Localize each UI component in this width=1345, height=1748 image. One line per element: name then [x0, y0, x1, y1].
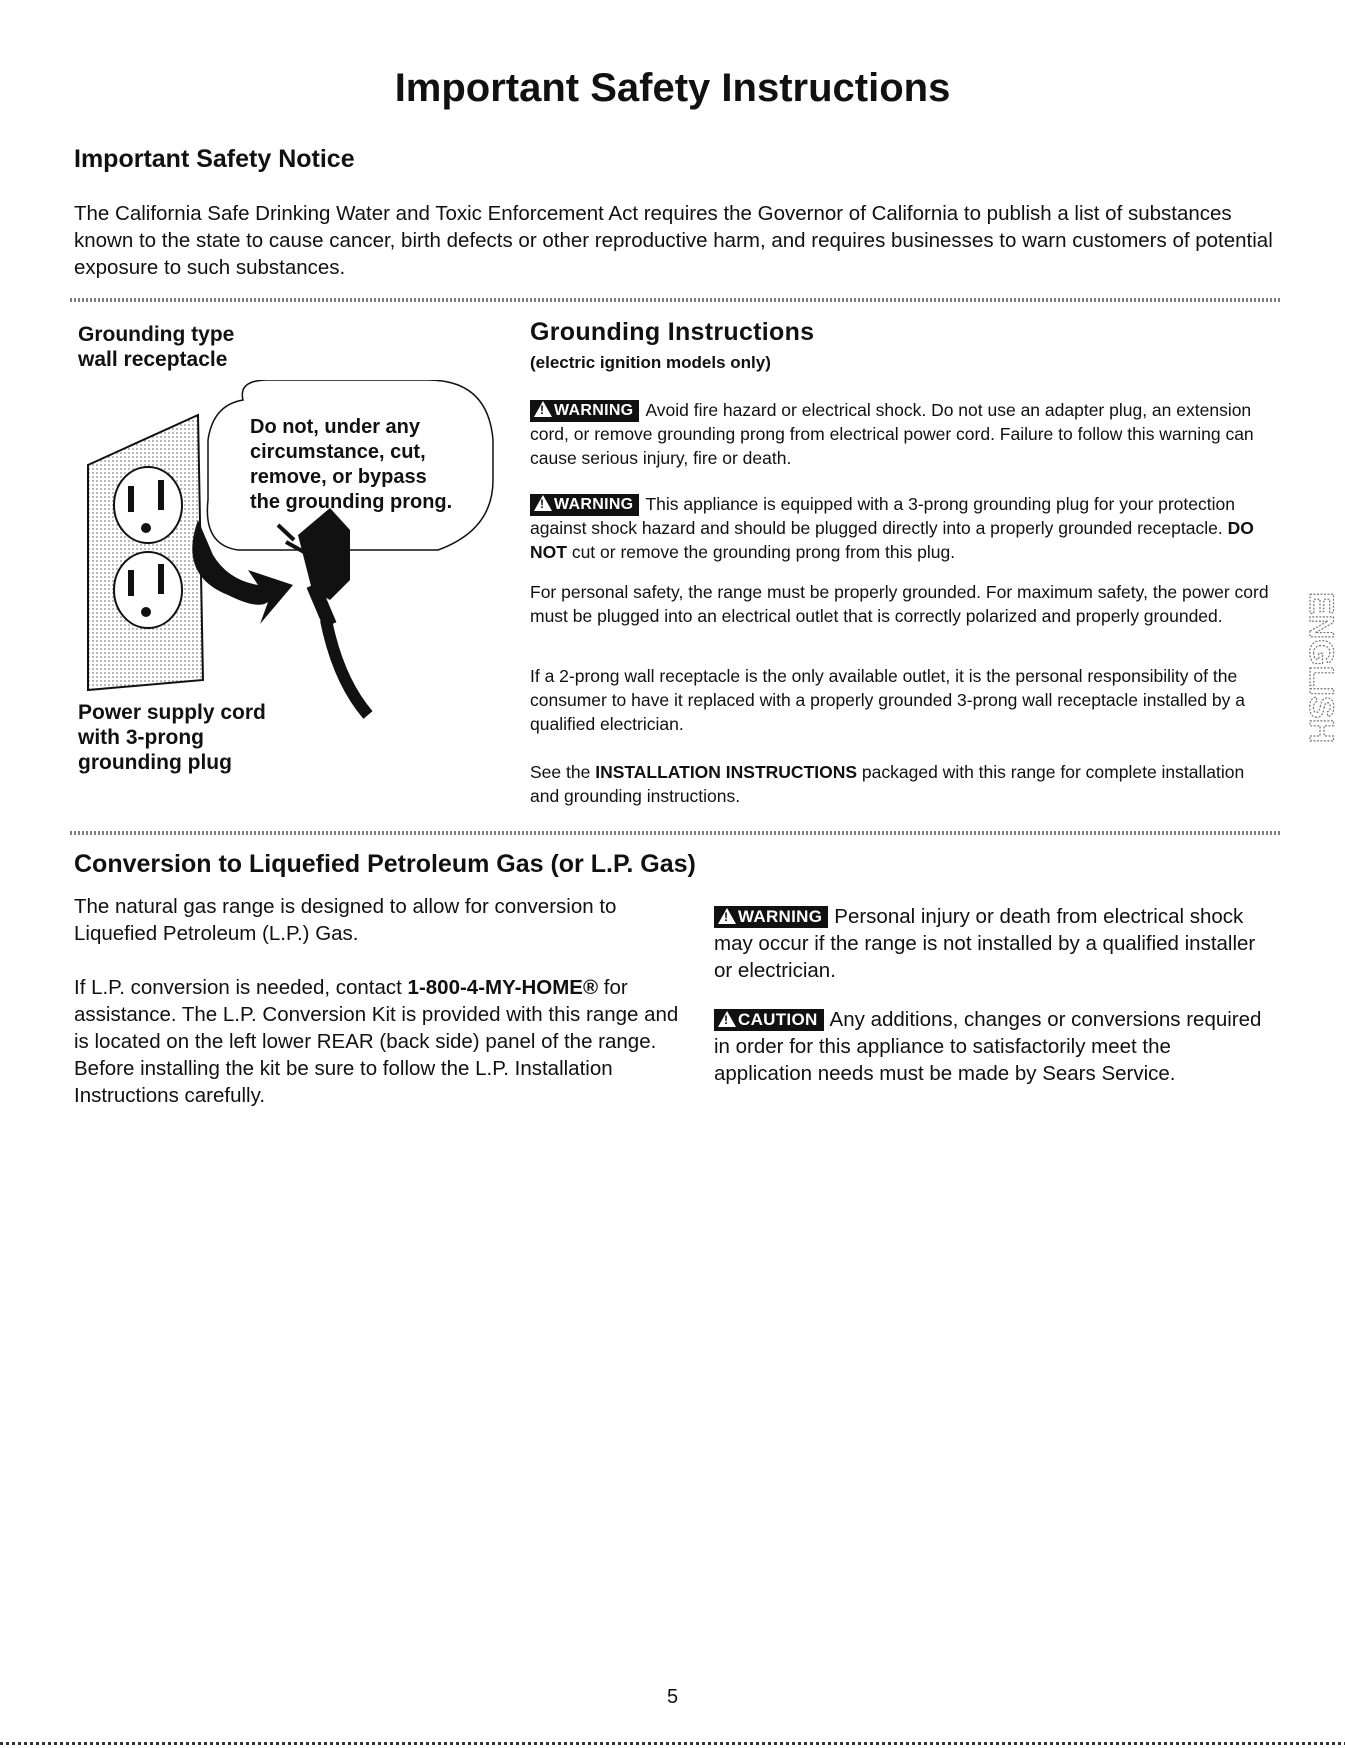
side-tab-text: ENGLISH: [1302, 592, 1340, 744]
power-cord-label: Power supply cord with 3-prong grounding plug: [78, 701, 266, 774]
grounding-paragraph-1: For personal safety, the range must be properly grounded. For maximum safety, the power cord must be plugged into an electrical outlet that is correctly polarized and properly grounded.: [530, 582, 1269, 626]
warning-block-1: ! WARNING Avoid fire hazard or electrical shock. Do not use an adapter plug, an extension cord, or remove grounding prong from electrical power cord. Failure to follow this warning can cause serious injury, fire or death.: [530, 400, 1254, 468]
divider: [70, 831, 1280, 835]
grounding-paragraph-3: See the INSTALLATION INSTRUCTIONS packaged with this range for complete installation and grounding instructions.: [530, 762, 1245, 806]
grounding-subheading: (electric ignition models only): [530, 353, 771, 372]
bottom-border: [0, 1742, 1345, 1745]
grounding-heading: Grounding Instructions: [530, 318, 815, 346]
language-side-tab: [1280, 590, 1340, 770]
alert-icon: !: [534, 495, 552, 511]
grounding-callout: Do not, under any circumstance, cut, remove, or bypass the grounding prong.: [250, 416, 453, 513]
safety-notice-heading: Important Safety Notice: [74, 145, 355, 173]
lp-left-column: [74, 893, 684, 1109]
divider: [70, 298, 1280, 302]
lp-warning: ! WARNING Personal injury or death from electrical shock may occur if the range is not installed by a qualified installer or electrician.: [714, 905, 1256, 982]
lp-caution: ! CAUTION Any additions, changes or conversions required in order for this appliance to satisfactorily meet the application needs must be made by Sears Service.: [714, 1008, 1262, 1085]
lp-right-column: [714, 903, 1274, 1087]
warning-badge: ! WARNING: [530, 494, 639, 516]
receptacle-label: Grounding type wall receptacle: [78, 323, 235, 371]
grounding-paragraph-2: If a 2-prong wall receptacle is the only available outlet, it is the personal responsibility of the consumer to have it replaced with a properly grounded 3-prong wall receptacle installed by a qualified electrician.: [530, 666, 1245, 734]
alert-icon: !: [718, 1011, 736, 1027]
warning-badge: ! WARNING: [714, 906, 828, 928]
warning-block-2: ! WARNING This appliance is equipped with a 3-prong grounding plug for your protection against shock hazard and should be plugged directly into a properly grounded receptacle. DO NOT cut or remove the grounding prong from this plug.: [530, 494, 1254, 562]
lp-conversion-heading: Conversion to Liquefied Petroleum Gas (or L.P. Gas): [74, 850, 696, 878]
page-title: Important Safety Instructions: [394, 66, 951, 110]
alert-icon: !: [534, 401, 552, 417]
outlet-lower: [114, 552, 182, 628]
alert-icon: !: [718, 908, 736, 924]
caution-badge: ! CAUTION: [714, 1009, 824, 1031]
lp-paragraph-1: The natural gas range is designed to allow for conversion to Liquefied Petroleum (L.P.) Gas.: [74, 895, 617, 945]
warning-badge: ! WARNING: [530, 400, 639, 422]
page-number: 5: [666, 1686, 679, 1708]
safety-notice-text: The California Safe Drinking Water and Toxic Enforcement Act requires the Governor of California to publish a list of substances known to the state to cause cancer, birth defects or other reproductive harm, and requires businesses to warn customers of potential exposure to such substances.: [74, 202, 1273, 279]
outlet-upper: [114, 467, 182, 543]
lp-paragraph-2: If L.P. conversion is needed, contact 1-800-4-MY-HOME® for assistance. The L.P. Conversion Kit is provided with this range and is located on the left lower REAR (back side) panel of the range. Before installing the kit be sure to follow the L.P. Installation Instructions carefully.: [74, 976, 679, 1107]
